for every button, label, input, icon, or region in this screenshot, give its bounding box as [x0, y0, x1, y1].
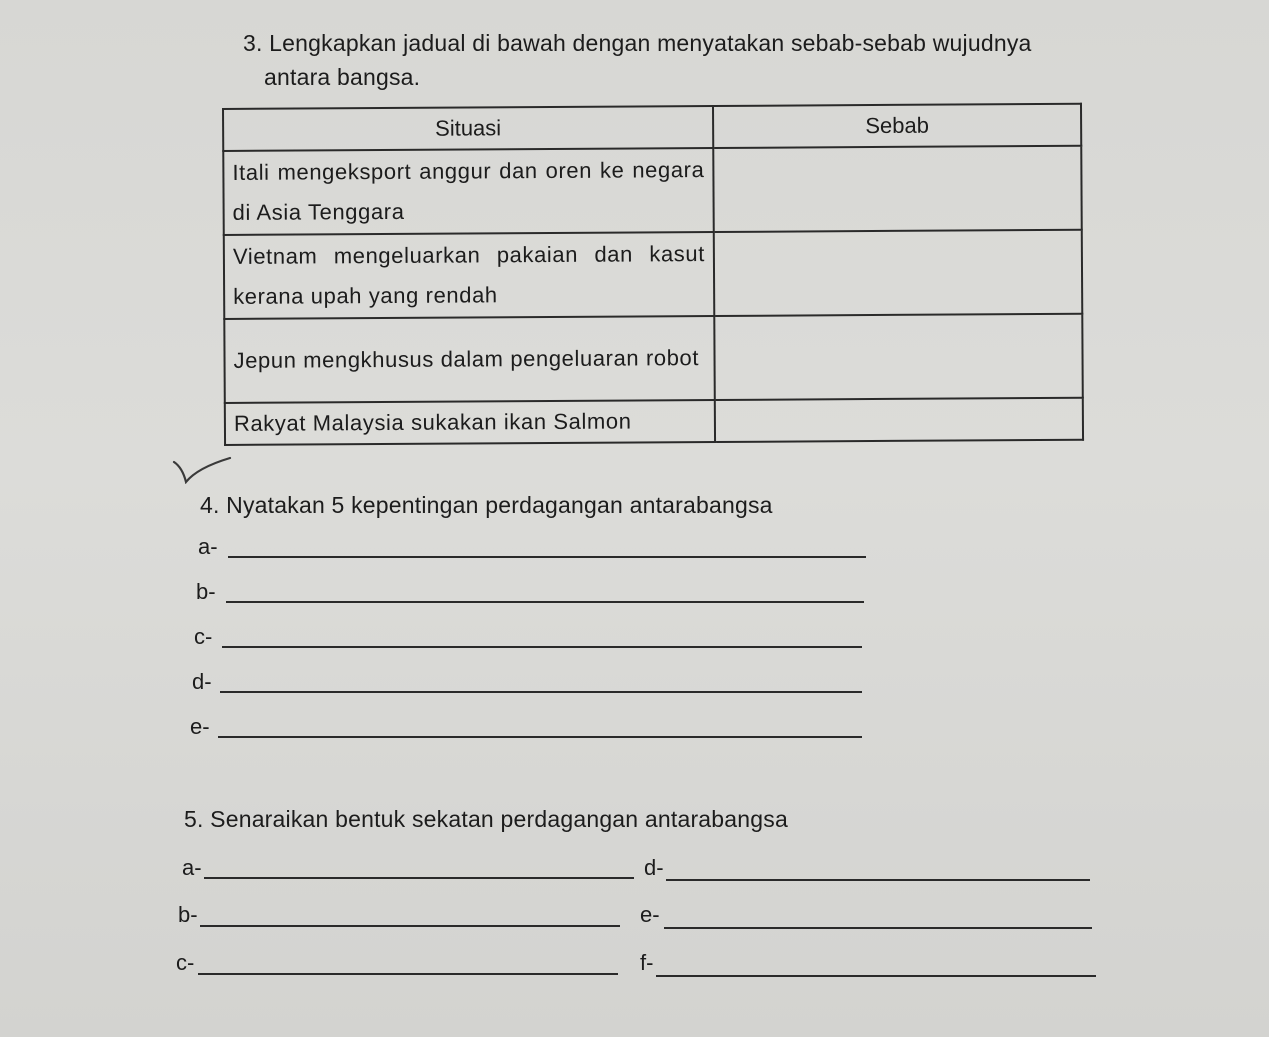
answer-label-d: d- [192, 669, 212, 694]
answer-line-f[interactable] [656, 975, 1096, 977]
answer-line-b[interactable] [226, 601, 864, 603]
table-row [223, 146, 1081, 235]
answer-line-e[interactable] [664, 927, 1092, 929]
sebab-answer-cell[interactable] [714, 230, 1083, 316]
header-situasi: Situasi [223, 106, 713, 151]
answer-line-c[interactable] [198, 973, 618, 975]
situasi-cell: Rakyat Malaysia sukakan ikan Salmon [225, 400, 715, 445]
table-row [225, 398, 1083, 445]
answer-label-c: c- [194, 624, 213, 649]
question-4-title: 4. Nyatakan 5 kepentingan perdagangan antarabangsa [200, 492, 773, 518]
answer-line-d[interactable] [220, 691, 862, 693]
answer-line-c[interactable] [222, 646, 862, 648]
question-3-title-continued: antara bangsa. [264, 64, 421, 90]
answer-label-f: f- [640, 950, 654, 975]
pen-tick-mark [172, 456, 232, 484]
answer-label-e: e- [190, 714, 210, 739]
answer-label-b: b- [196, 579, 216, 604]
answer-label-a: a- [198, 534, 218, 559]
answer-line-b[interactable] [200, 925, 620, 927]
situasi-cell: Itali mengeksport anggur dan oren ke negara di Asia Tenggara [223, 148, 714, 235]
sebab-answer-cell[interactable] [715, 398, 1083, 442]
question-5-title: 5. Senaraikan bentuk sekatan perdagangan antarabangsa [184, 806, 788, 832]
answer-line-e[interactable] [218, 736, 862, 738]
header-sebab: Sebab [713, 104, 1081, 148]
answer-label-d: d- [644, 855, 664, 880]
answer-line-a[interactable] [204, 877, 634, 879]
situasi-sebab-table [222, 103, 1084, 446]
sebab-answer-cell[interactable] [714, 314, 1083, 400]
answer-line-d[interactable] [666, 879, 1090, 881]
table-row [224, 314, 1082, 403]
situasi-cell: Jepun mengkhusus dalam pengeluaran robot [224, 316, 715, 403]
situasi-cell: Vietnam mengeluarkan pakaian dan kasut kerana upah yang rendah [224, 232, 715, 319]
answer-label-a: a- [182, 855, 202, 880]
sebab-answer-cell[interactable] [713, 146, 1082, 232]
answer-label-e: e- [640, 902, 660, 927]
question-3-title: 3. Lengkapkan jadual di bawah dengan menyatakan sebab-sebab wujudnya [243, 30, 1032, 56]
answer-label-c: c- [176, 950, 195, 975]
answer-label-b: b- [178, 902, 198, 927]
answer-line-a[interactable] [228, 556, 866, 558]
table-header-row [223, 104, 1081, 151]
table-row [224, 230, 1082, 319]
